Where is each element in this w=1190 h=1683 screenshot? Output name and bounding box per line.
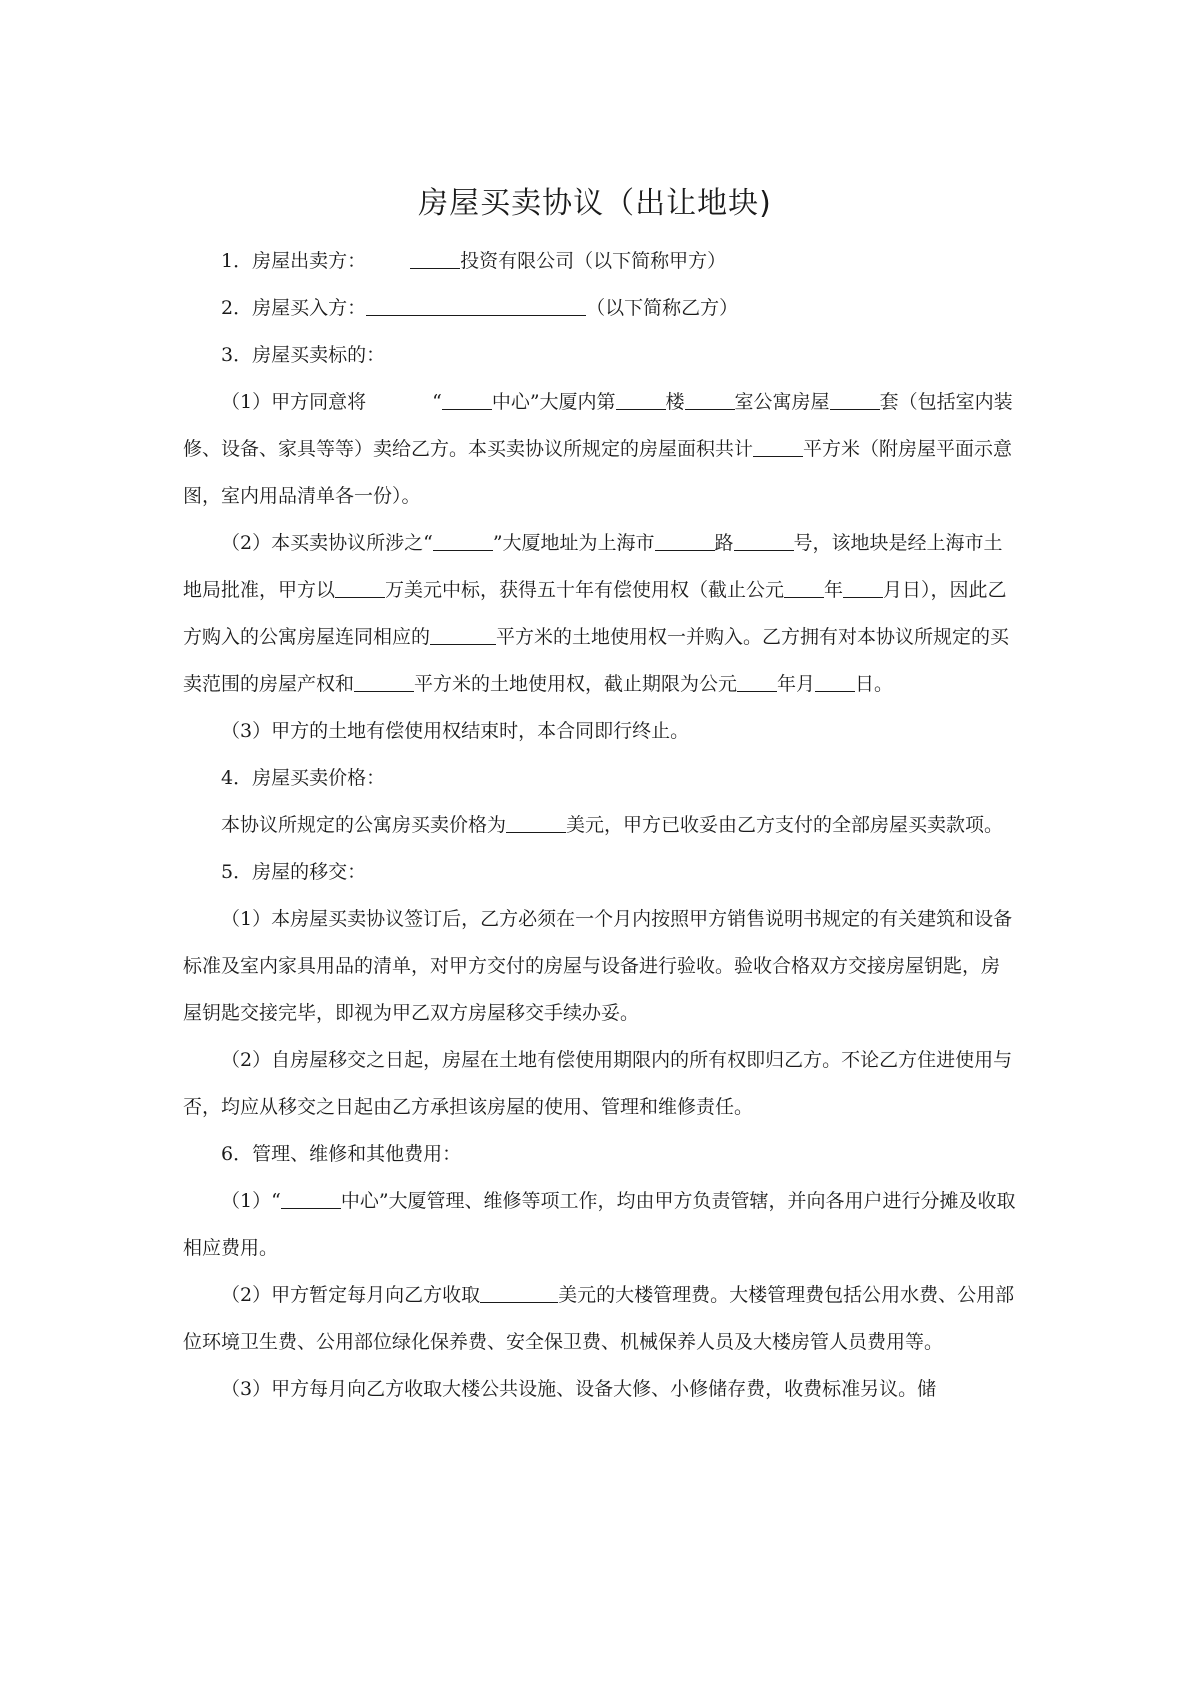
blank-field (734, 532, 794, 551)
blank-field (433, 532, 493, 551)
document-title: 房屋买卖协议（出让地块) (418, 186, 772, 221)
clause-3-3: （3）甲方的土地有偿使用权结束时，本合同即行终止。 (221, 720, 690, 742)
clause-4-price: 本协议所规定的公寓房买卖价格为 美元，甲方已收妥由乙方支付的全部房屋买卖款项。 (221, 814, 1004, 836)
blank-field (737, 673, 777, 692)
blank-field (616, 391, 666, 410)
blank-field (655, 532, 715, 551)
clause-5-2: （2）自房屋移交之日起，房屋在土地有偿使用期限内的所有权即归乙方。不论乙方住进使用与否，均应从移交之日起由乙方承担该房屋的使用、管理和维修责任。 (183, 1049, 1013, 1118)
blank-field (784, 579, 824, 598)
blank-field (335, 579, 385, 598)
blank-field (830, 391, 880, 410)
blank-field (354, 673, 414, 692)
blank-field (442, 391, 492, 410)
clause-1-seller: 1．房屋出卖方： 投资有限公司（以下简称甲方） (221, 250, 727, 272)
blank-field (430, 626, 496, 645)
clause-6-3: （3）甲方每月向乙方收取大楼公共设施、设备大修、小修储存费，收费标准另议。储 (221, 1378, 937, 1400)
blank-field (281, 1190, 341, 1209)
clause-6-2: （2）甲方暂定每月向乙方收取 美元的大楼管理费。大楼管理费包括公用水费、公用部位环境卫生费、公用部位绿化保养费、安全保卫费、机械保养人员及大楼房管人员费用等。 (183, 1284, 1015, 1353)
blank-field (410, 250, 460, 269)
blank-field (753, 438, 803, 457)
blank-field (843, 579, 883, 598)
clause-5-1: （1）本房屋买卖协议签订后，乙方必须在一个月内按照甲方销售说明书规定的有关建筑和设备标准及室内家具用品的清单，对甲方交付的房屋与设备进行验收。验收合格双方交接房屋钥匙，房屋钥匙交接完毕，即视为甲乙双方房屋移交手续办妥。 (183, 908, 1013, 1024)
blank-field (480, 1284, 558, 1303)
blank-field (685, 391, 735, 410)
clause-6-heading: 6．管理、维修和其他费用： (221, 1143, 462, 1165)
document-body (183, 238, 1017, 1413)
blank-field (506, 814, 566, 833)
clause-5-heading: 5．房屋的移交： (221, 861, 367, 883)
blank-field (815, 673, 855, 692)
clause-6-1: （1）“ 中心”大厦管理、维修等项工作，均由甲方负责管辖，并向各用户进行分摊及收取相应费用。 (183, 1190, 1016, 1259)
clause-3-1: （1）甲方同意将 “ 中心”大厦内第 楼 室公寓房屋 套（包括室内装修、设备、家具等等）卖给乙方。本买卖协议所规定的房屋面积共计 平方米（附房屋平面示意图，室内用品清单各一份）。 (183, 391, 1013, 507)
clause-4-heading: 4．房屋买卖价格： (221, 767, 386, 789)
clause-2-buyer: 2．房屋买入方： （以下简称乙方） (221, 297, 739, 319)
clause-3-heading: 3．房屋买卖标的： (221, 344, 386, 366)
clause-3-2: （2）本买卖协议所涉之“ ”大厦地址为上海市 路 号，该地块是经上海市土地局批准，甲方以 万美元中标，获得五十年有偿使用权（截止公元 年 月日），因此乙方购入的公寓房屋连同相应的 平方米的土地使用权一并购入。乙方拥有对本协议所规定的买卖范围的房屋产权和 平方米的土地使用权，截止期限为公元 年月 日。 (183, 532, 1010, 695)
blank-field (366, 297, 586, 316)
